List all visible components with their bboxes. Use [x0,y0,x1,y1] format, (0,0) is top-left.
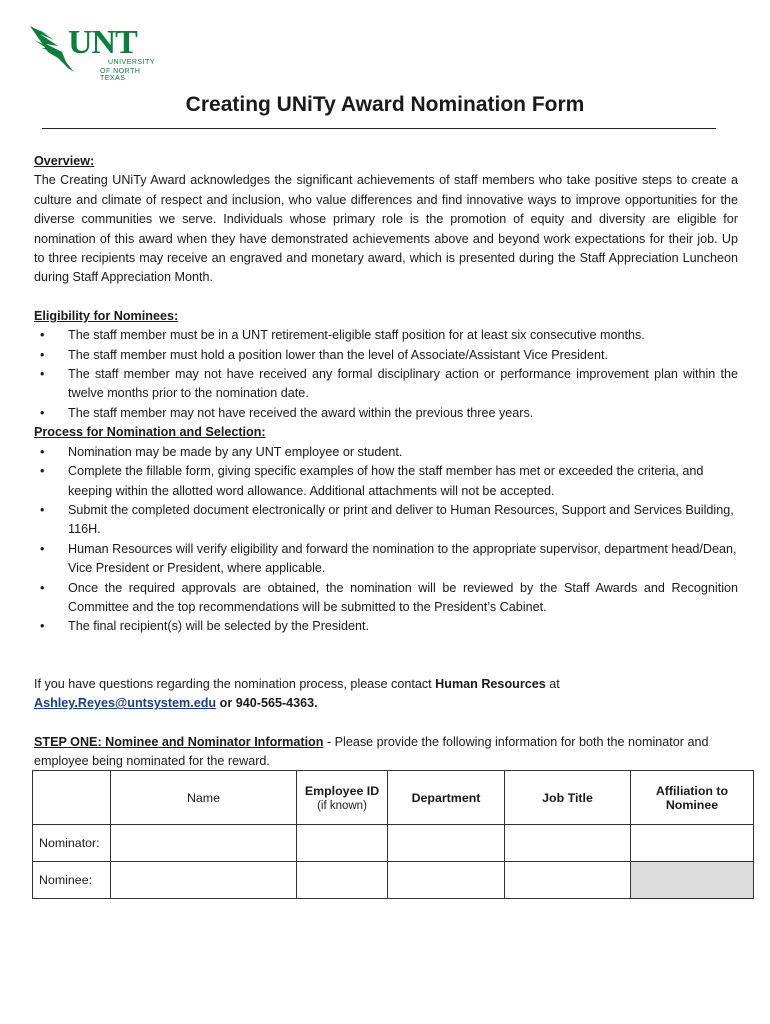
nominee-employee-id-field[interactable] [297,862,388,899]
contact-text: If you have questions regarding the nomination process, please contact Human Resources at Ashley.Reyes@untsystem.edu or 940-565-4363. [34,676,560,711]
bullet-icon: • [40,328,45,343]
logo-wordmark: UNT [68,24,137,61]
bullet-icon: • [40,444,45,459]
table-row [33,825,754,862]
table-header-row [33,771,754,825]
list-item: • The staff member may not have received any formal disciplinary action or performance improvement plan within the twelve months prior to the nomination date. [40,367,738,401]
process-list [34,443,738,637]
nominator-department-field[interactable] [388,825,505,862]
logo-line-1: UNIVERSITY [108,59,156,66]
spacer [34,288,738,307]
list-item: • The final recipient(s) will be selected by the President. [34,617,738,636]
list-item: • Submit the completed document electronically or print and deliver to Human Resources, Support and Services Building, 116H. [40,502,734,537]
bullet-icon: • [40,405,45,420]
page-title: Creating UNiTy Award Nomination Form [185,93,585,116]
list-item: • Human Resources will verify eligibility and forward the nomination to the appropriate supervisor, department head/Dean, Vice President or President, where applicable. [40,541,737,576]
bullet-icon: • [40,464,45,479]
row-label-nominator: Nominator: [33,825,111,862]
table-corner-cell [33,771,111,825]
bullet-icon: • [40,619,45,634]
nominee-department-field[interactable] [388,862,505,899]
bullet-icon: • [40,367,45,382]
overview-text: The Creating UNiTy Award acknowledges the significant achievements of staff members who take positive steps to create a culture and climate of respect and inclusion, who value differences and find innovative ways to improve opportunities for the diverse communities we serve. Individuals whose primary role is the promotion of equity and diversity are eligible for nomination of this award when they have demonstrated achievements above and beyond work expectations for their job. Up to three recipients may receive an engraved and monetary award, which is presented during the Staff Appreciation Luncheon during Staff Appreciation Month. [34,173,738,285]
nominator-name-field[interactable] [111,825,297,862]
eligibility-list [34,326,738,423]
unt-logo [28,22,158,82]
spacer [34,656,738,675]
list-item: • The staff member may not have received the award within the previous three years. [34,404,738,423]
table-row [33,862,754,899]
bullet-icon: • [40,541,45,556]
form-body [34,152,738,771]
header-department: Department [388,771,505,825]
list-item: • Complete the fillable form, giving specific examples of how the staff member has met or exceeded the criteria, and keeping within the allotted word allowance. Additional attachments will not be accepted. [40,464,704,498]
nominee-name-field[interactable] [111,862,297,899]
title-divider [42,128,716,129]
step-one-heading: STEP ONE: Nominee and Nominator Information [34,734,324,749]
nominee-affiliation-disabled-cell [631,862,754,899]
bullet-icon: • [40,502,45,517]
nominator-employee-id-field[interactable] [297,825,388,862]
bullet-icon: • [40,347,45,362]
header-affiliation: Affiliation to Nominee [631,771,754,825]
step-one-text: STEP ONE: Nominee and Nominator Information - Please provide the following information for both the nominator and employee being nominated for the reward. [34,734,709,768]
spacer [34,714,738,733]
contact-email-link[interactable]: Ashley.Reyes@untsystem.edu [34,696,217,711]
list-item: • The staff member must hold a position lower than the level of Associate/Assistant Vice President. [34,346,738,365]
list-item: • The staff member must be in a UNT retirement-eligible staff position for at least six consecutive months. [34,326,738,345]
contact-phone: or 940-565-4363. [216,696,318,711]
list-item: • Once the required approvals are obtained, the nomination will be reviewed by the Staff Awards and Recognition Committee and the top recommendations will be submitted to the President’s Cabinet. [40,580,738,614]
header-employee-id: Employee ID (if known) [297,771,388,825]
nomination-table [32,770,754,899]
header-name: Name [111,771,297,825]
nominator-affiliation-field[interactable] [631,825,754,862]
list-item: • Nomination may be made by any UNT employee or student. [34,443,738,462]
overview-heading: Overview: [34,154,95,168]
eligibility-heading: Eligibility for Nominees: [34,308,179,323]
row-label-nominee: Nominee: [33,862,111,899]
logo-line-2: OF NORTH TEXAS [100,68,141,82]
contact-org: Human Resources [435,676,546,691]
process-heading: Process for Nomination and Selection: [34,425,266,440]
nominee-job-title-field[interactable] [505,862,631,899]
spacer [34,637,738,656]
bullet-icon: • [40,580,45,595]
nominator-job-title-field[interactable] [505,825,631,862]
header-job-title: Job Title [505,771,631,825]
